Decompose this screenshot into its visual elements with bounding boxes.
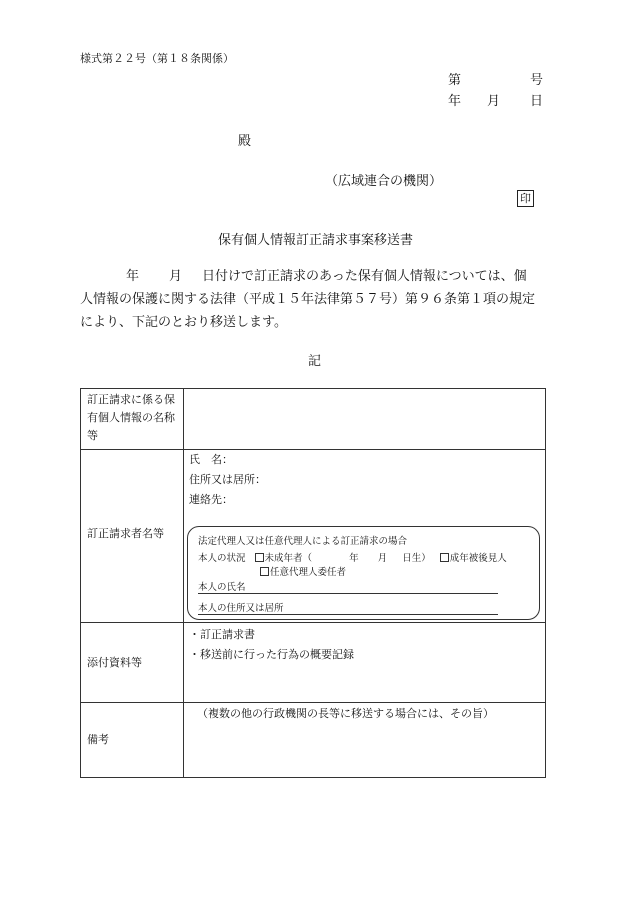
requester-address-label: 住所又は居所： <box>189 473 266 486</box>
body-paragraph <box>80 265 550 334</box>
remarks-note: （複数の他の行政機関の長等に移送する場合には、その旨） <box>197 707 494 720</box>
document-title: 保有個人情報訂正請求事案移送書 <box>218 233 414 248</box>
transfer-table <box>80 388 546 778</box>
adult-ward-checkbox[interactable] <box>440 553 449 562</box>
sender-organization: （広域連合の機関） <box>325 174 443 189</box>
proxy-heading: 法定代理人又は任意代理人による訂正請求の場合 <box>198 536 408 547</box>
attachment-item-2: ・移送前に行った行為の概要記録 <box>189 648 354 661</box>
row-divider <box>81 702 545 703</box>
voluntary-label: 任意代理人委任者 <box>270 567 347 578</box>
attachment-item-1: ・訂正請求書 <box>189 628 255 641</box>
person-address-line[interactable] <box>198 614 498 615</box>
body-line-3: により、下記のとおり移送します。 <box>80 315 287 330</box>
date-month: 月 <box>487 94 501 109</box>
adult-ward-label: 成年被後見人 <box>449 553 507 564</box>
row-divider <box>81 449 545 450</box>
status-label: 本人の状況 <box>198 553 246 564</box>
row-divider <box>81 622 545 623</box>
person-name-label: 本人の氏名 <box>198 582 246 593</box>
person-name-line[interactable] <box>198 593 498 594</box>
birth-year-label: 年 <box>349 553 359 564</box>
seal-mark: 印 <box>517 190 534 207</box>
status-row <box>198 550 507 568</box>
minor-label: 未成年者（ <box>264 553 313 564</box>
body-year: 年 <box>126 269 140 284</box>
row-label-attachments: 添付資料等 <box>87 656 142 669</box>
row-label-remarks: 備考 <box>87 733 109 746</box>
body-line-1-text: 日付けで訂正請求のあった保有個人情報については、個 <box>202 269 527 284</box>
requester-contact-label: 連絡先： <box>189 493 233 506</box>
column-divider <box>183 389 184 777</box>
requester-name-label: 氏 名： <box>189 453 233 466</box>
body-line-1 <box>80 265 550 288</box>
minor-checkbox[interactable] <box>255 553 264 562</box>
birth-month-label: 月 <box>377 553 388 564</box>
form-number: 様式第２２号（第１８条関係） <box>80 52 234 65</box>
birth-day-label: 日生） <box>402 553 431 564</box>
addressee-suffix: 殿 <box>238 134 252 149</box>
doc-number-prefix: 第 <box>448 73 462 88</box>
proxy-request-box <box>187 526 540 620</box>
person-address-label: 本人の住所又は居所 <box>198 603 284 614</box>
date-year: 年 <box>448 94 462 109</box>
voluntary-checkbox[interactable] <box>260 567 269 576</box>
row-label-requester: 訂正請求者名等 <box>87 527 164 540</box>
body-month: 月 <box>169 269 183 284</box>
voluntary-row <box>260 564 346 582</box>
row-label-info-name: 訂正請求に係る保有個人情報の名称等 <box>87 393 175 442</box>
doc-number-suffix: 号 <box>530 73 544 88</box>
ki-heading: 記 <box>308 354 322 369</box>
date-day: 日 <box>530 94 544 109</box>
body-line-2: 人情報の保護に関する法律（平成１５年法律第５７号）第９６条第１項の規定 <box>80 292 536 307</box>
